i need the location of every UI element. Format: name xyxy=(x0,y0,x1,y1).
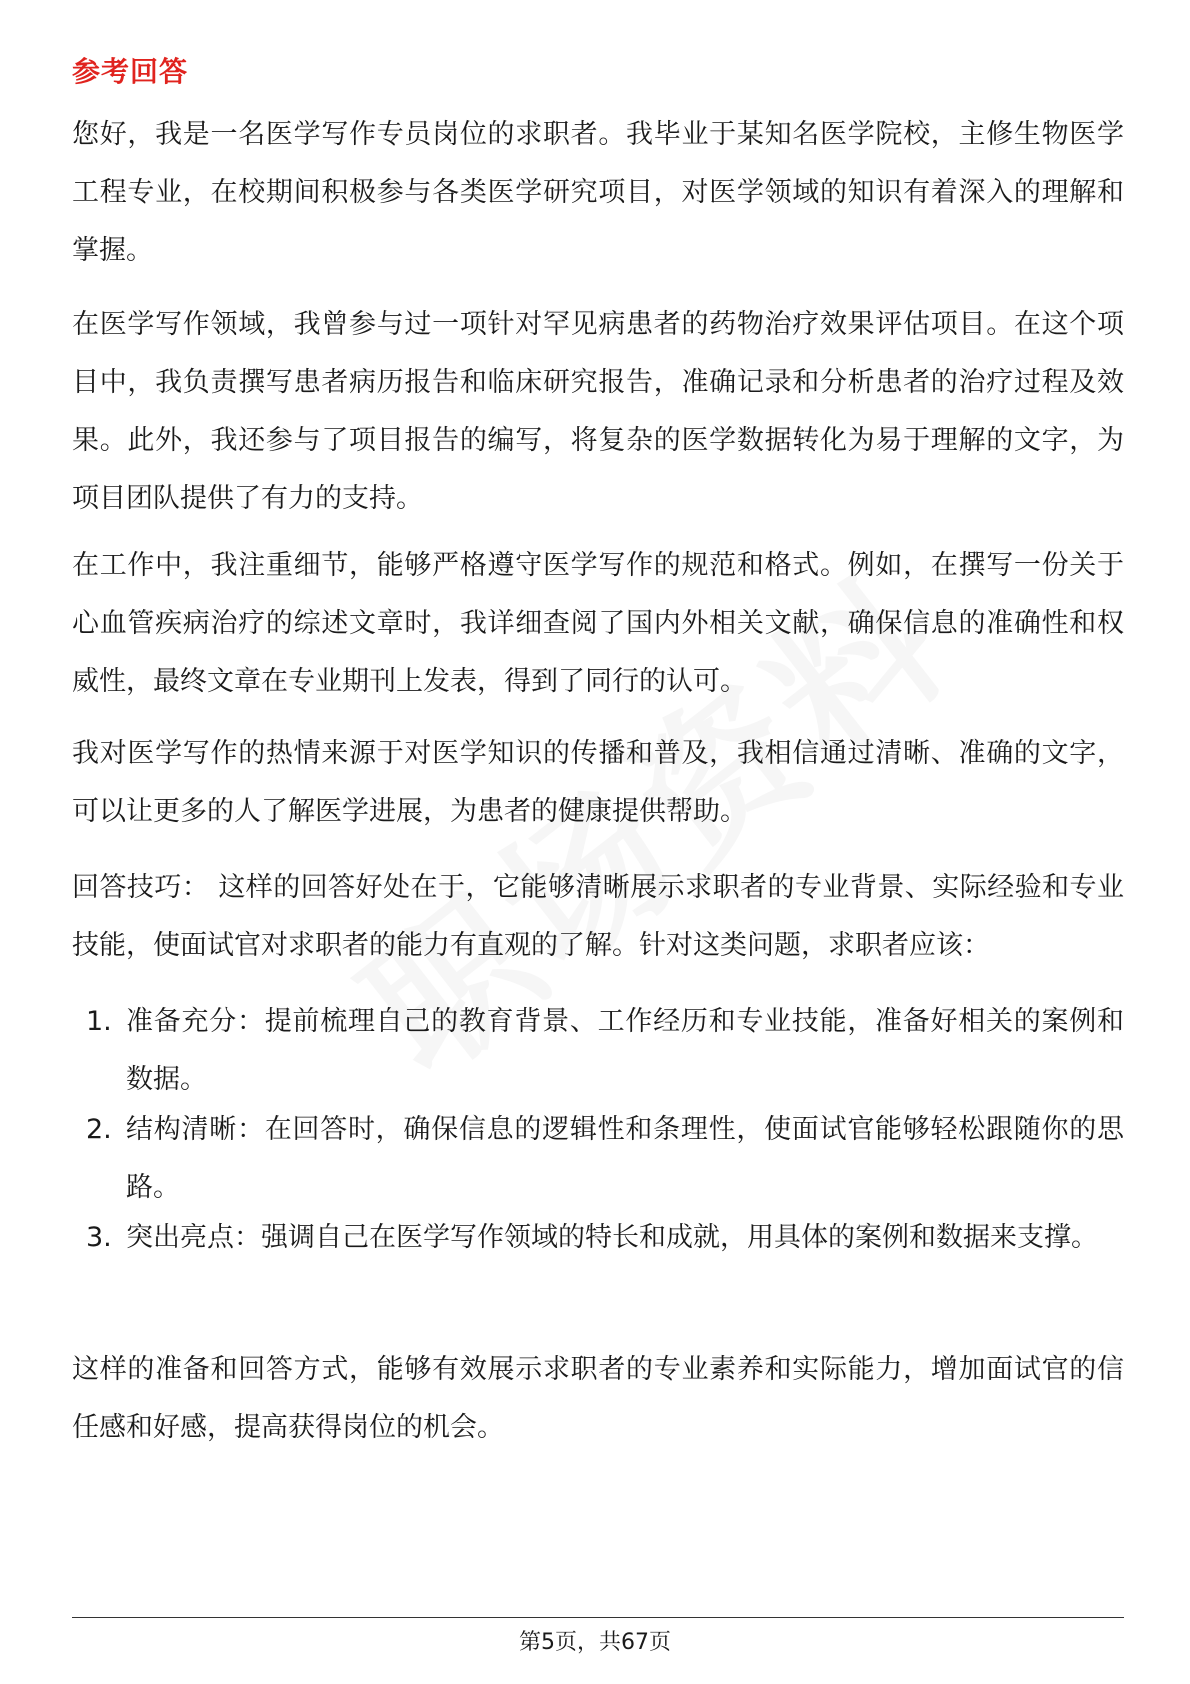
paragraph-experience: 在医学写作领域，我曾参与过一项针对罕见病患者的药物治疗效果评估项目。在这个项目中，我负责撰写患者病历报告和临床研究报告，准确记录和分析患者的治疗过程及效果。此外，我还参与了项目报告的编写，将复杂的医学数据转化为易于理解的文字，为项目团队提供了有力的支持。 xyxy=(72,309,1124,514)
page-number: 第5页，共67页 xyxy=(519,1630,671,1655)
list-item xyxy=(86,1209,1124,1267)
footer-divider xyxy=(72,1617,1124,1618)
list-text: 结构清晰：在回答时，确保信息的逻辑性和条理性，使面试官能够轻松跟随你的思路。 xyxy=(126,1114,1124,1203)
list-text: 突出亮点：强调自己在医学写作领域的特长和成就，用具体的案例和数据来支撑。 xyxy=(126,1222,1098,1253)
list-number: 3. xyxy=(86,1222,112,1253)
paragraph-tips: 回答技巧： 这样的回答好处在于，它能够清晰展示求职者的专业背景、实际经验和专业技能，使面试官对求职者的能力有直观的了解。针对这类问题，求职者应该： xyxy=(72,872,1124,961)
paragraph-closing: 这样的准备和回答方式，能够有效展示求职者的专业素养和实际能力，增加面试官的信任感和好感，提高获得岗位的机会。 xyxy=(72,1354,1124,1443)
paragraph-detail: 在工作中，我注重细节，能够严格遵守医学写作的规范和格式。例如，在撰写一份关于心血管疾病治疗的综述文章时，我详细查阅了国内外相关文献，确保信息的准确性和权威性，最终文章在专业期刊上发表，得到了同行的认可。 xyxy=(72,550,1124,697)
paragraph-passion: 我对医学写作的热情来源于对医学知识的传播和普及，我相信通过清晰、准确的文字，可以让更多的人了解医学进展，为患者的健康提供帮助。 xyxy=(72,738,1124,827)
paragraph-intro: 您好，我是一名医学写作专员岗位的求职者。我毕业于某知名医学院校，主修生物医学工程专业，在校期间积极参与各类医学研究项目，对医学领域的知识有着深入的理解和掌握。 xyxy=(72,119,1124,266)
list-item xyxy=(86,1101,1124,1217)
list-item xyxy=(86,993,1124,1109)
section-title: 参考回答 xyxy=(72,55,189,88)
list-number: 1. xyxy=(86,1006,112,1037)
list-text: 准备充分：提前梳理自己的教育背景、工作经历和专业技能，准备好相关的案例和数据。 xyxy=(126,1006,1124,1095)
list-number: 2. xyxy=(86,1114,112,1145)
